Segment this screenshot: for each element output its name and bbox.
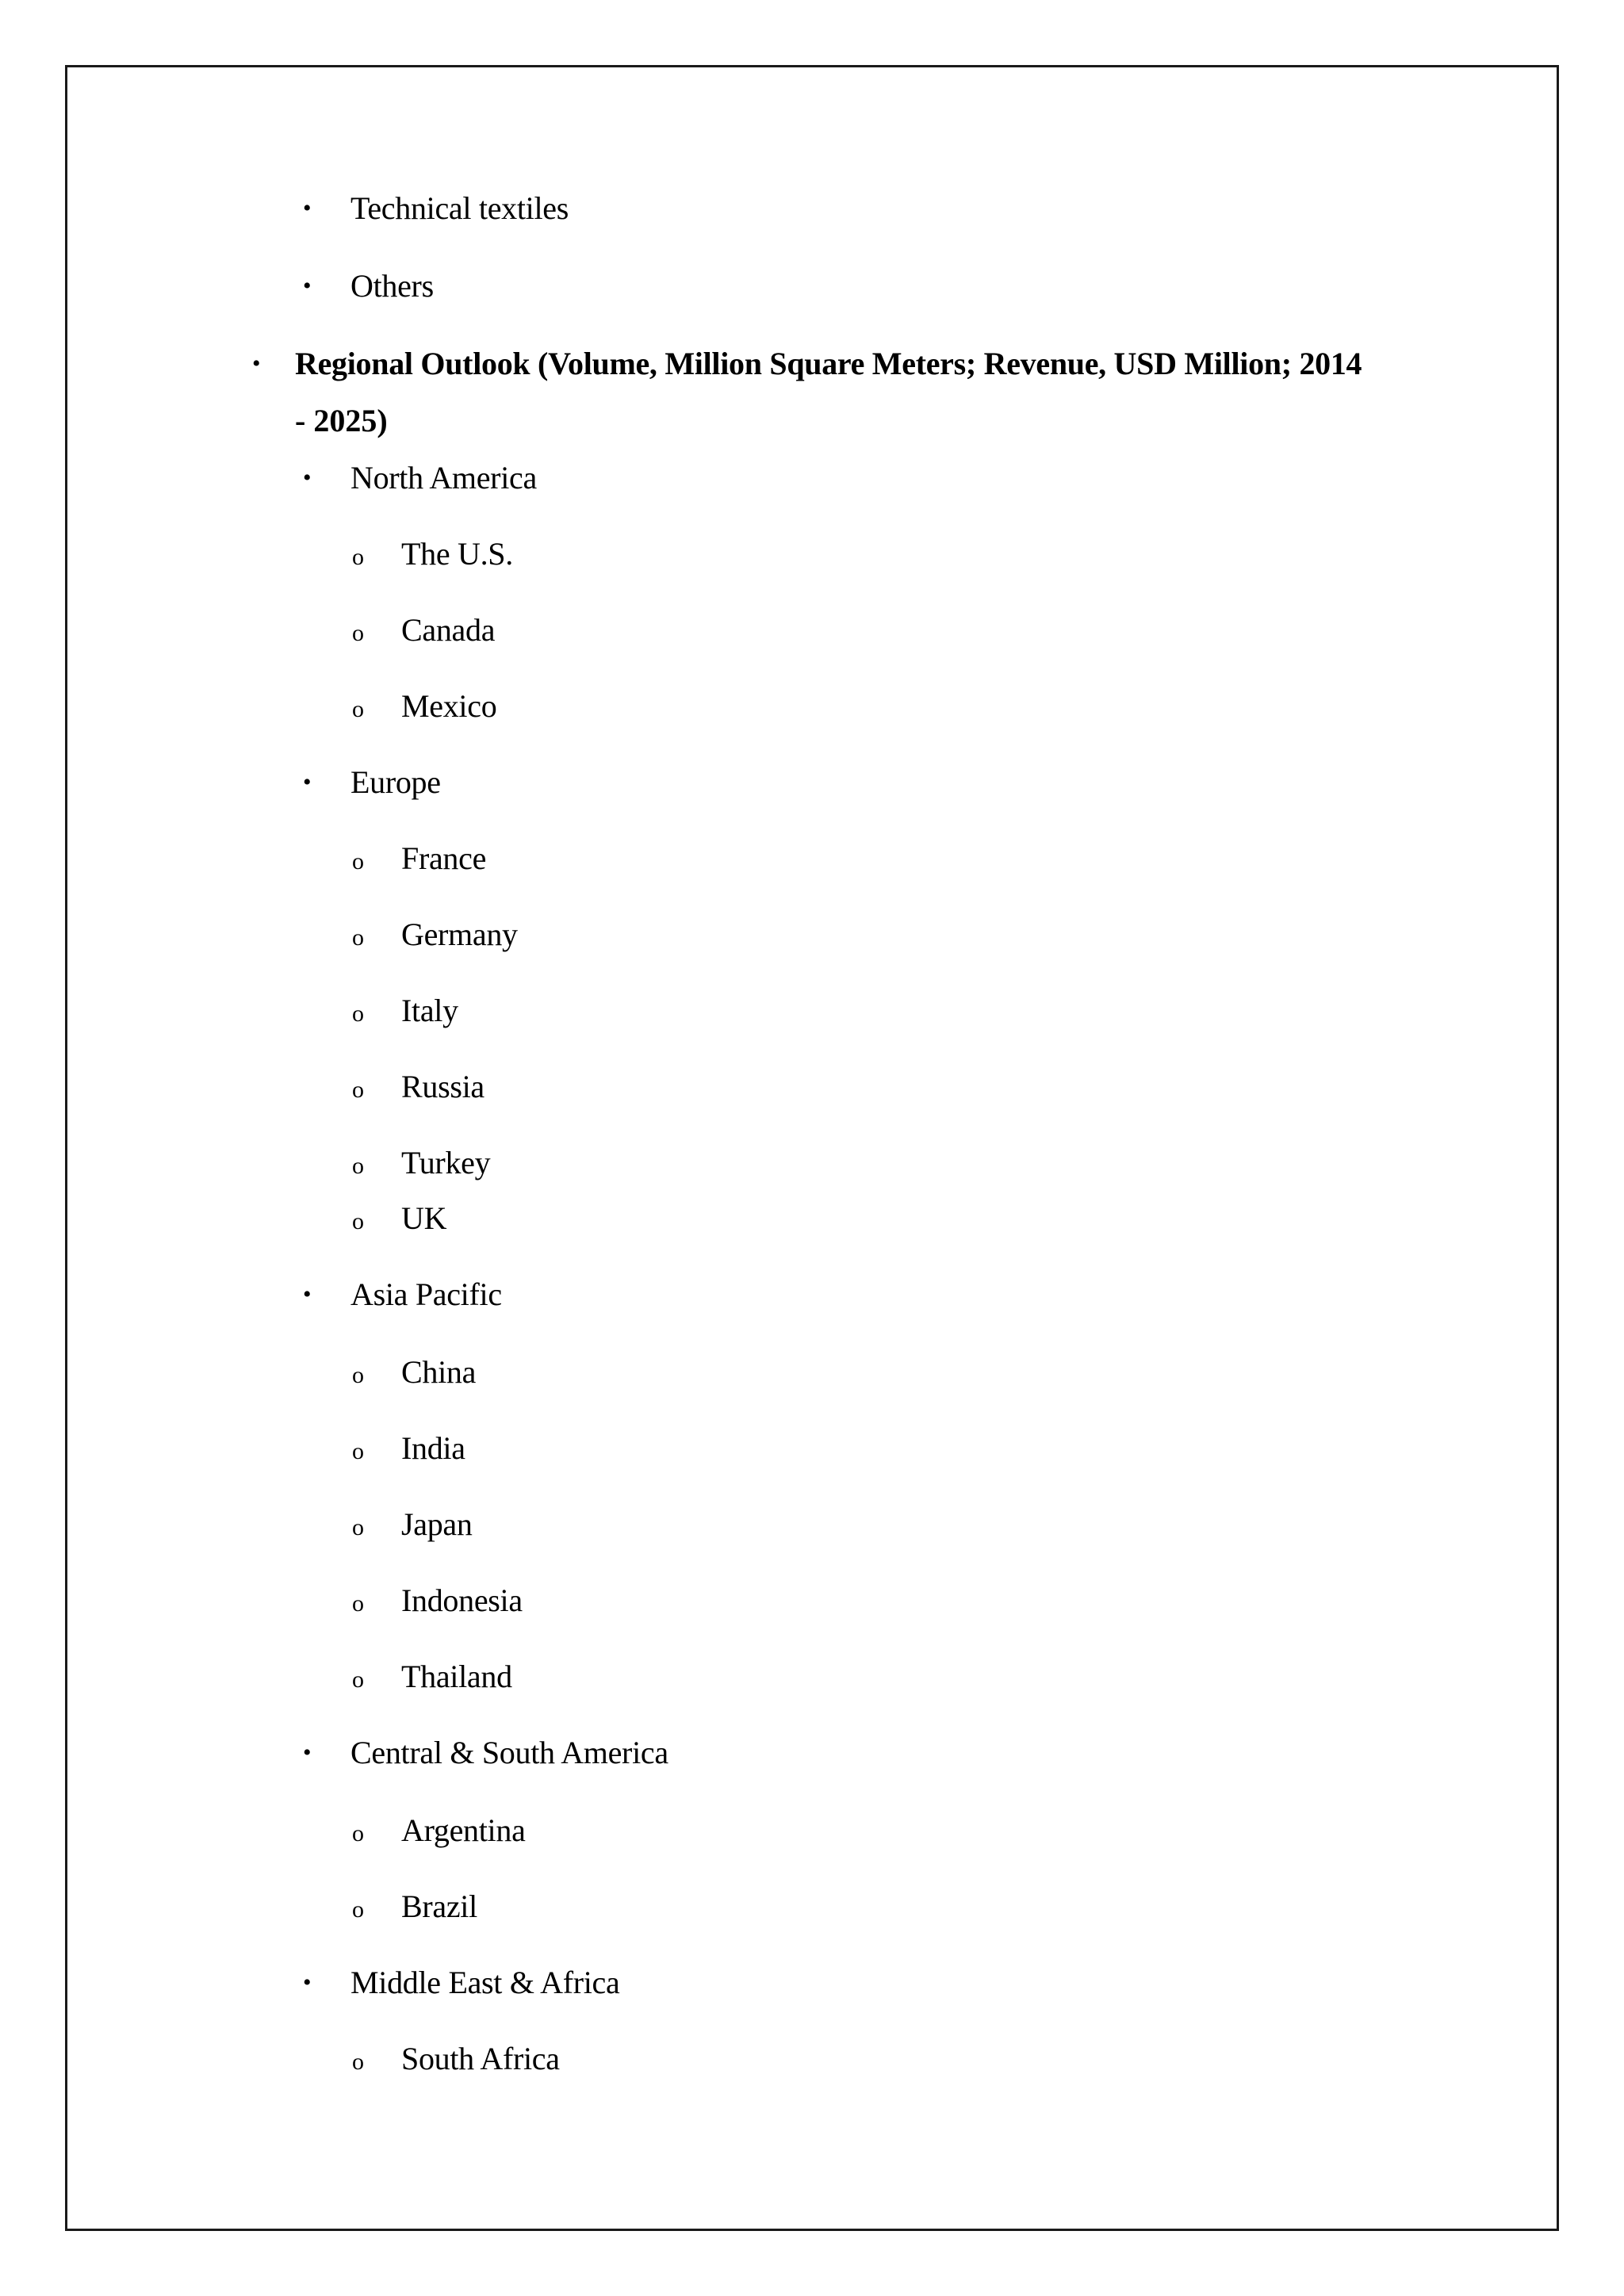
country-label: Argentina bbox=[401, 1812, 526, 1848]
circle-bullet-icon: o bbox=[352, 848, 364, 874]
country-label: The U.S. bbox=[401, 536, 513, 572]
country-label: Germany bbox=[401, 916, 518, 952]
country-label: Mexico bbox=[401, 688, 497, 724]
region-label: Middle East & Africa bbox=[350, 1965, 620, 2000]
country-label: Italy bbox=[401, 993, 458, 1028]
country-label: France bbox=[401, 840, 487, 876]
circle-bullet-icon: o bbox=[352, 544, 364, 570]
bullet-icon: • bbox=[252, 350, 261, 377]
country-label: India bbox=[401, 1430, 465, 1466]
country-label: Brazil bbox=[401, 1888, 477, 1924]
bullet-icon: • bbox=[303, 465, 312, 491]
country-label: Indonesia bbox=[401, 1582, 523, 1618]
region-label: Asia Pacific bbox=[350, 1276, 502, 1312]
circle-bullet-icon: o bbox=[352, 1896, 364, 1923]
bullet-icon: • bbox=[303, 1969, 312, 1996]
bullet-icon: • bbox=[303, 273, 312, 299]
circle-bullet-icon: o bbox=[352, 1001, 364, 1027]
circle-bullet-icon: o bbox=[352, 924, 364, 951]
circle-bullet-icon: o bbox=[352, 1514, 364, 1540]
circle-bullet-icon: o bbox=[352, 1820, 364, 1846]
country-label: China bbox=[401, 1354, 477, 1390]
country-label: Thailand bbox=[401, 1659, 512, 1694]
page-border bbox=[65, 65, 1559, 2231]
circle-bullet-icon: o bbox=[352, 2049, 364, 2075]
bullet-icon: • bbox=[303, 195, 312, 221]
bullet-icon: • bbox=[303, 769, 312, 795]
circle-bullet-icon: o bbox=[352, 1077, 364, 1103]
country-label: Russia bbox=[401, 1069, 485, 1104]
circle-bullet-icon: o bbox=[352, 1438, 364, 1464]
region-label: North America bbox=[350, 460, 537, 496]
bullet-icon: • bbox=[303, 1281, 312, 1307]
bullet-icon: • bbox=[303, 1739, 312, 1766]
country-label: South Africa bbox=[401, 2041, 560, 2076]
section-heading-line1: Regional Outlook (Volume, Million Square Meters; Revenue, USD Million; 2014 bbox=[295, 346, 1362, 381]
circle-bullet-icon: o bbox=[352, 1153, 364, 1179]
region-label: Europe bbox=[350, 764, 441, 800]
circle-bullet-icon: o bbox=[352, 1208, 364, 1234]
list-item-label: Others bbox=[350, 268, 434, 304]
circle-bullet-icon: o bbox=[352, 1362, 364, 1388]
country-label: Canada bbox=[401, 612, 496, 648]
country-label: Turkey bbox=[401, 1145, 491, 1181]
circle-bullet-icon: o bbox=[352, 1590, 364, 1617]
country-label: Japan bbox=[401, 1506, 473, 1542]
region-label: Central & South America bbox=[350, 1735, 668, 1770]
section-heading-line2: - 2025) bbox=[295, 403, 388, 438]
list-item-label: Technical textiles bbox=[350, 190, 569, 226]
country-label: UK bbox=[401, 1200, 447, 1236]
circle-bullet-icon: o bbox=[352, 696, 364, 722]
circle-bullet-icon: o bbox=[352, 620, 364, 646]
circle-bullet-icon: o bbox=[352, 1667, 364, 1693]
